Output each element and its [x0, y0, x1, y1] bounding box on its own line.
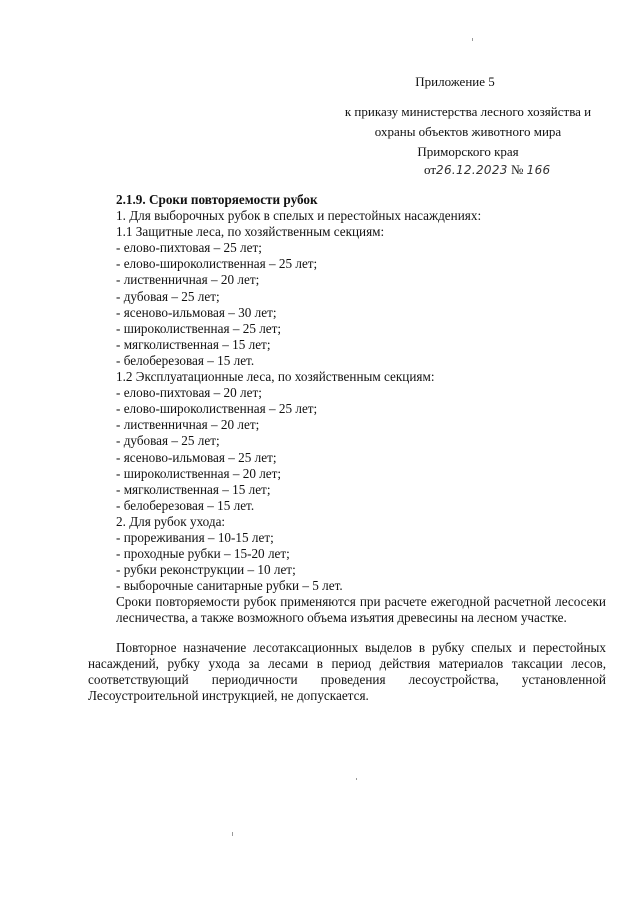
list-line: - дубовая – 25 лет; — [116, 433, 220, 449]
list-line: - елово-пихтовая – 25 лет; — [116, 240, 262, 256]
section-heading: 2.1.9. Сроки повторяемости рубок — [116, 192, 318, 207]
list-line: - белоберезовая – 15 лет. — [116, 352, 255, 368]
list-line: - выборочные санитарные рубки – 5 лет. — [116, 578, 343, 594]
handwritten-number: 166 — [526, 163, 551, 177]
order-reference — [334, 102, 602, 162]
number-prefix: № — [510, 162, 524, 177]
list-line: - ясеново-ильмовая – 25 лет; — [116, 449, 277, 465]
order-line-1: к приказу министерства лесного хозяйства и — [344, 104, 592, 119]
list-line: - лиственничная – 20 лет; — [116, 417, 260, 433]
list-line: - широколиственная – 20 лет; — [116, 465, 282, 481]
date-prefix: от — [424, 162, 437, 177]
order-line-3: Приморского края — [417, 144, 519, 159]
list-line: - елово-широколиственная – 25 лет; — [116, 256, 318, 272]
scan-speck — [356, 778, 357, 780]
order-line-2: охраны объектов животного мира — [374, 124, 562, 139]
scan-speck — [232, 832, 233, 836]
order-date-number — [424, 162, 550, 178]
list-line: - елово-широколиственная – 25 лет; — [116, 401, 318, 417]
paragraph-restriction-text: Повторное назначение лесотаксационных выделов в рубку спелых и перестойных насаждений, рубку ухода за лесами в период действия материалов таксации лесов, соответствующий периодичности проведения лесоустройства, установленной Лесоустроительной инструкцией, не допускается. — [88, 640, 606, 704]
list-line: 1.1 Защитные леса, по хозяйственным секциям: — [116, 224, 385, 240]
list-line: - елово-пихтовая – 20 лет; — [116, 385, 262, 401]
list-line: - белоберезовая – 15 лет. — [116, 497, 255, 513]
list-line: - рубки реконструкции – 10 лет; — [116, 562, 296, 578]
paragraph-usage — [116, 594, 606, 626]
list-line: - мягколиственная – 15 лет; — [116, 336, 271, 352]
handwritten-date: 26.12.2023 — [436, 163, 508, 177]
appendix-label: Приложение 5 — [415, 74, 495, 89]
list-line: 1. Для выборочных рубок в спелых и перестойных насаждениях: — [116, 208, 482, 224]
list-line: - мягколиственная – 15 лет; — [116, 481, 271, 497]
list-line: - широколиственная – 25 лет; — [116, 320, 282, 336]
list-line: - ясеново-ильмовая – 30 лет; — [116, 304, 277, 320]
paragraph-restriction — [88, 640, 606, 704]
list-line: - лиственничная – 20 лет; — [116, 272, 260, 288]
paragraph-usage-text: Сроки повторяемости рубок применяются при расчете ежегодной расчетной лесосеки лесничества, а также возможного объема изъятия древесины на лесном участке. — [116, 594, 606, 626]
list-line: - дубовая – 25 лет; — [116, 288, 220, 304]
section-body — [88, 192, 606, 704]
list-line: 2. Для рубок ухода: — [116, 513, 226, 529]
list-line: 1.2 Эксплуатационные леса, по хозяйственным секциям: — [116, 369, 435, 385]
list-line: - прореживания – 10-15 лет; — [116, 529, 274, 545]
scan-speck — [472, 38, 473, 41]
list-line: - проходные рубки – 15-20 лет; — [116, 546, 290, 562]
